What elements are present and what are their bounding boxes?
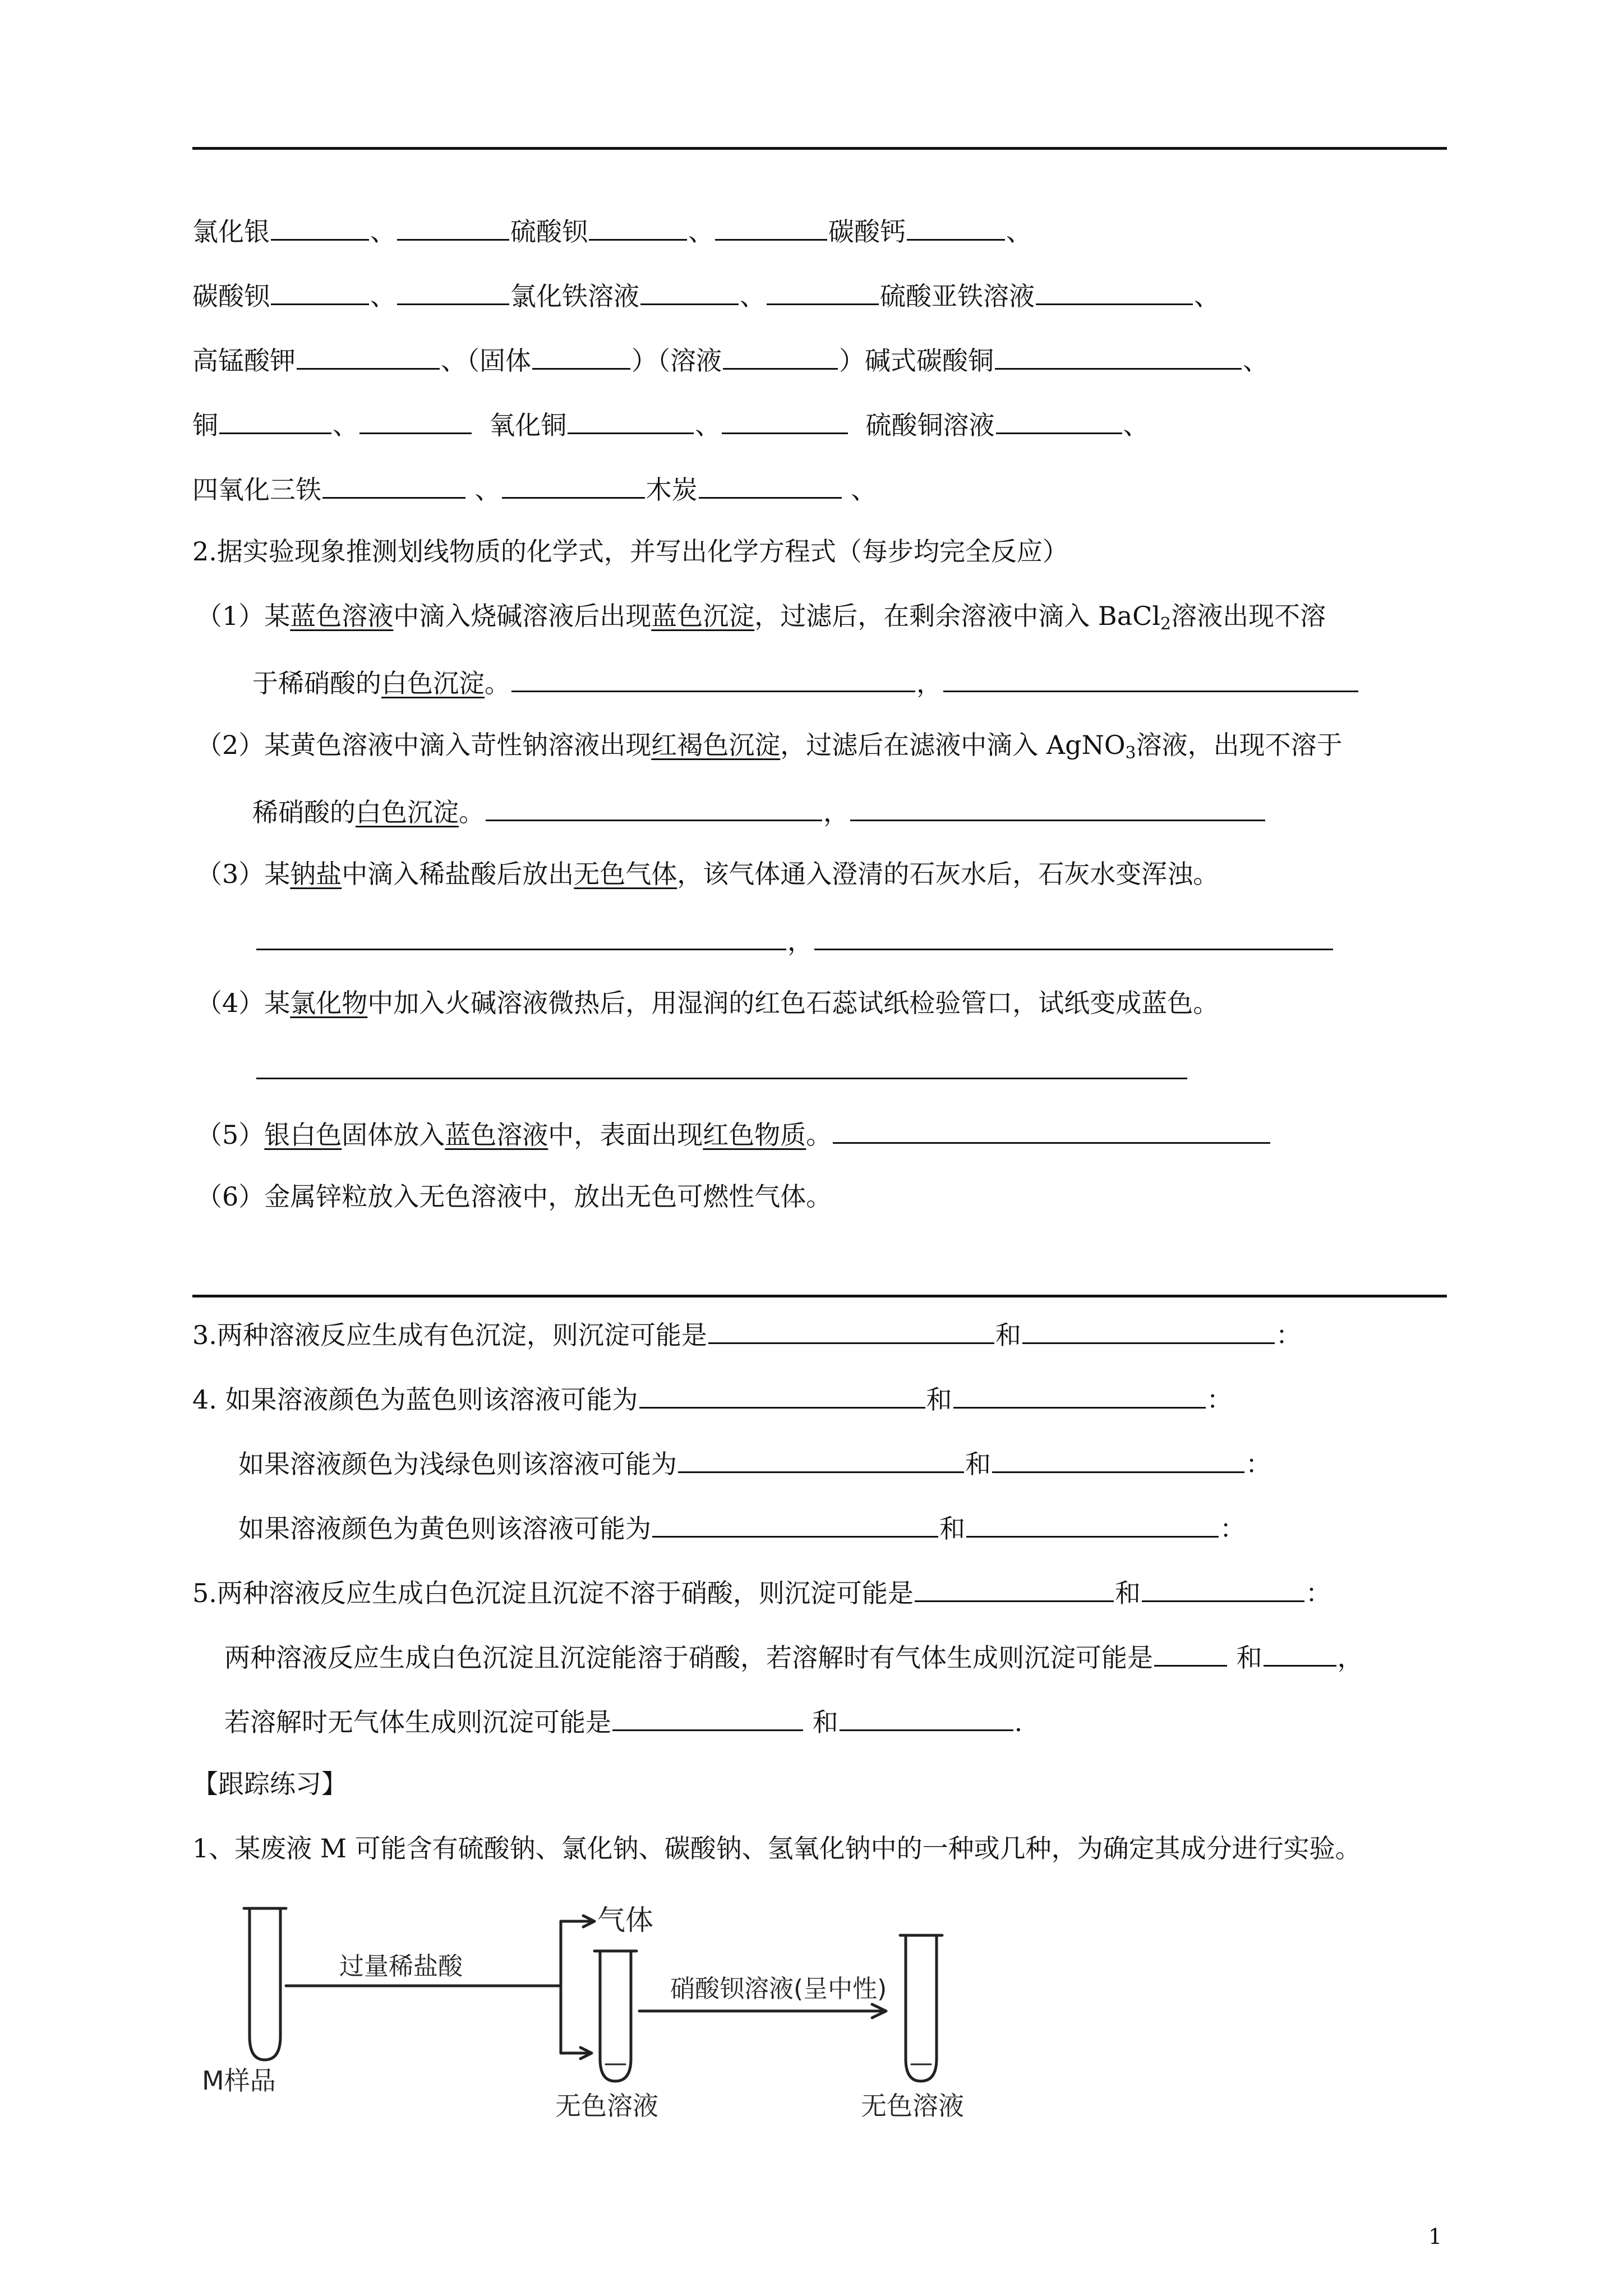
answer-blank[interactable] bbox=[639, 1380, 925, 1409]
answer-blank[interactable] bbox=[219, 406, 331, 434]
page-number: 1 bbox=[1428, 2224, 1442, 2249]
answer-blank[interactable] bbox=[715, 212, 827, 241]
s1-row-4: 铜 、 氧化铜 、 硫酸铜溶液 、 bbox=[192, 406, 1149, 439]
q2-item-4-line-1: （4）某氯化物中加入火碱溶液微热后，用湿润的红色石蕊试纸检验管口，试纸变成蓝色。 bbox=[196, 988, 1219, 1018]
q2-item-6: （6）金属锌粒放入无色溶液中，放出无色可燃性气体。 bbox=[196, 1181, 832, 1212]
underlined-substance: 蓝色沉淀 bbox=[651, 601, 755, 631]
mid-rule bbox=[192, 1295, 1447, 1297]
answer-blank[interactable] bbox=[568, 406, 694, 434]
answer-blank[interactable] bbox=[699, 470, 842, 499]
answer-blank[interactable] bbox=[271, 212, 369, 241]
answer-blank[interactable] bbox=[256, 922, 786, 950]
q2-item-3-line-2: ， bbox=[255, 922, 1334, 955]
q2-title: 2.据实验现象推测划线物质的化学式，并写出化学方程式（每步均完全反应） bbox=[192, 536, 1068, 567]
q5-line-3: 若溶解时无气体生成则沉淀可能是 和 . bbox=[224, 1703, 1022, 1736]
underlined-substance: 红褐色沉淀 bbox=[651, 730, 781, 760]
underlined-substance: 白色沉淀 bbox=[381, 668, 485, 698]
practice-heading: 【跟踪练习】 bbox=[192, 1769, 347, 1799]
q2-item-1-line-1: （1）某蓝色溶液中滴入烧碱溶液后出现蓝色沉淀，过滤后，在剩余溶液中滴入 BaCl$_2$溶液出现不溶 bbox=[196, 601, 1326, 634]
answer-blank[interactable] bbox=[359, 406, 472, 434]
answer-blank[interactable] bbox=[652, 1509, 938, 1538]
answer-blank[interactable] bbox=[640, 277, 739, 305]
q2-item-4-line-2 bbox=[255, 1051, 1188, 1084]
answer-blank[interactable] bbox=[532, 341, 630, 370]
answer-blank[interactable] bbox=[833, 1115, 1270, 1144]
answer-blank[interactable] bbox=[943, 664, 1358, 692]
q3: 3.两种溶液反应生成有色沉淀，则沉淀可能是 和 ： bbox=[192, 1315, 1302, 1349]
answer-blank[interactable] bbox=[271, 277, 369, 305]
answer-blank[interactable] bbox=[1142, 1573, 1304, 1602]
test-tube-3-icon bbox=[906, 1935, 937, 2081]
s1-row-3: 高锰酸钾 、（固体 ）（溶液 ）碱式碳酸铜 、 bbox=[192, 341, 1269, 375]
answer-blank[interactable] bbox=[397, 212, 509, 241]
answer-blank[interactable] bbox=[322, 470, 465, 499]
answer-blank[interactable] bbox=[297, 341, 440, 370]
answer-blank[interactable] bbox=[722, 406, 848, 434]
q4-line-2: 如果溶液颜色为浅绿色则该溶液可能为 和 ： bbox=[238, 1444, 1271, 1478]
q2-item-2-line-1: （2）某黄色溶液中滴入苛性钠溶液出现红褐色沉淀，过滤后在滤液中滴入 AgNO$_3$溶液，出现不溶于 bbox=[196, 730, 1343, 763]
answer-blank[interactable] bbox=[1036, 277, 1193, 305]
experiment-diagram bbox=[202, 1896, 1189, 2120]
underlined-substance: 钠盐 bbox=[290, 859, 342, 889]
answer-blank[interactable] bbox=[992, 1444, 1244, 1473]
answer-blank[interactable] bbox=[953, 1380, 1206, 1409]
answer-blank[interactable] bbox=[907, 212, 1005, 241]
practice-question-1: 1、某废液 M 可能含有硫酸钠、氯化钠、碳酸钠、氢氧化钠中的一种或几种，为确定其成分进行实验。 bbox=[192, 1833, 1361, 1864]
underlined-substance: 白色沉淀 bbox=[356, 797, 459, 827]
q4-line-3: 如果溶液颜色为黄色则该溶液可能为 和 ： bbox=[238, 1509, 1246, 1543]
answer-blank[interactable] bbox=[850, 793, 1265, 821]
answer-blank[interactable] bbox=[1264, 1638, 1336, 1667]
underlined-substance: 蓝色溶液 bbox=[445, 1120, 548, 1150]
answer-blank[interactable] bbox=[1022, 1315, 1275, 1344]
q2-item-1-line-2: 于稀硝酸的白色沉淀。 ， bbox=[252, 664, 1359, 697]
s1-row-1: 氯化银 、 硫酸钡 、 碳酸钙 、 bbox=[192, 212, 1032, 246]
answer-blank[interactable] bbox=[612, 1703, 803, 1731]
q5-line-1: 5.两种溶液反应生成白色沉淀且沉淀不溶于硝酸，则沉淀可能是 和 ： bbox=[192, 1573, 1331, 1607]
answer-blank[interactable] bbox=[511, 664, 915, 692]
answer-blank[interactable] bbox=[915, 1573, 1114, 1602]
answer-blank[interactable] bbox=[723, 341, 838, 370]
underlined-substance: 红色物质 bbox=[703, 1120, 806, 1150]
answer-blank[interactable] bbox=[589, 212, 687, 241]
answer-blank[interactable] bbox=[256, 1051, 1187, 1079]
test-tube-1-icon bbox=[250, 1908, 280, 2060]
answer-blank[interactable] bbox=[502, 470, 645, 499]
reagent-2-label: 硝酸钡溶液(呈中性) bbox=[670, 1975, 887, 2003]
underlined-substance: 银白色 bbox=[264, 1120, 342, 1150]
answer-blank[interactable] bbox=[1154, 1638, 1227, 1667]
answer-blank[interactable] bbox=[486, 793, 822, 821]
gas-label: 气体 bbox=[597, 1904, 653, 1936]
underlined-substance: 无色气体 bbox=[574, 859, 677, 889]
answer-blank[interactable] bbox=[996, 406, 1122, 434]
answer-blank[interactable] bbox=[678, 1444, 964, 1473]
answer-blank[interactable] bbox=[840, 1703, 1013, 1731]
sample-label: M样品 bbox=[202, 2065, 276, 2096]
answer-blank[interactable] bbox=[814, 922, 1333, 950]
q5-line-2: 两种溶液反应生成白色沉淀且沉淀能溶于硝酸，若溶解时有气体生成则沉淀可能是 和 ， bbox=[224, 1638, 1363, 1672]
q2-item-5: （5）银白色固体放入蓝色溶液中，表面出现红色物质。 bbox=[196, 1115, 1271, 1149]
underlined-substance: 蓝色溶液 bbox=[290, 601, 394, 631]
underlined-substance: 氯化物 bbox=[290, 988, 368, 1018]
answer-blank[interactable] bbox=[767, 277, 879, 305]
answer-blank[interactable] bbox=[995, 341, 1242, 370]
top-rule bbox=[192, 147, 1447, 150]
q4-line-1: 4. 如果溶液颜色为蓝色则该溶液可能为 和 ： bbox=[192, 1380, 1233, 1414]
reagent-1-label: 过量稀盐酸 bbox=[339, 1952, 463, 1981]
answer-blank[interactable] bbox=[397, 277, 509, 305]
q2-item-2-line-2: 稀硝酸的白色沉淀。 ， bbox=[252, 793, 1266, 826]
answer-blank[interactable] bbox=[966, 1509, 1219, 1538]
test-tube-2-icon bbox=[600, 1951, 631, 2081]
solution-1-label: 无色溶液 bbox=[555, 2091, 658, 2120]
solution-2-label: 无色溶液 bbox=[861, 2091, 964, 2120]
q2-item-3-line-1: （3）某钠盐中滴入稀盐酸后放出无色气体，该气体通入澄清的石灰水后，石灰水变浑浊。 bbox=[196, 859, 1219, 889]
answer-blank[interactable] bbox=[708, 1315, 994, 1344]
s1-row-5: 四氧化三铁 、 木炭 、 bbox=[192, 470, 877, 504]
s1-row-2: 碳酸钡 、 氯化铁溶液 、 硫酸亚铁溶液 、 bbox=[192, 277, 1220, 310]
